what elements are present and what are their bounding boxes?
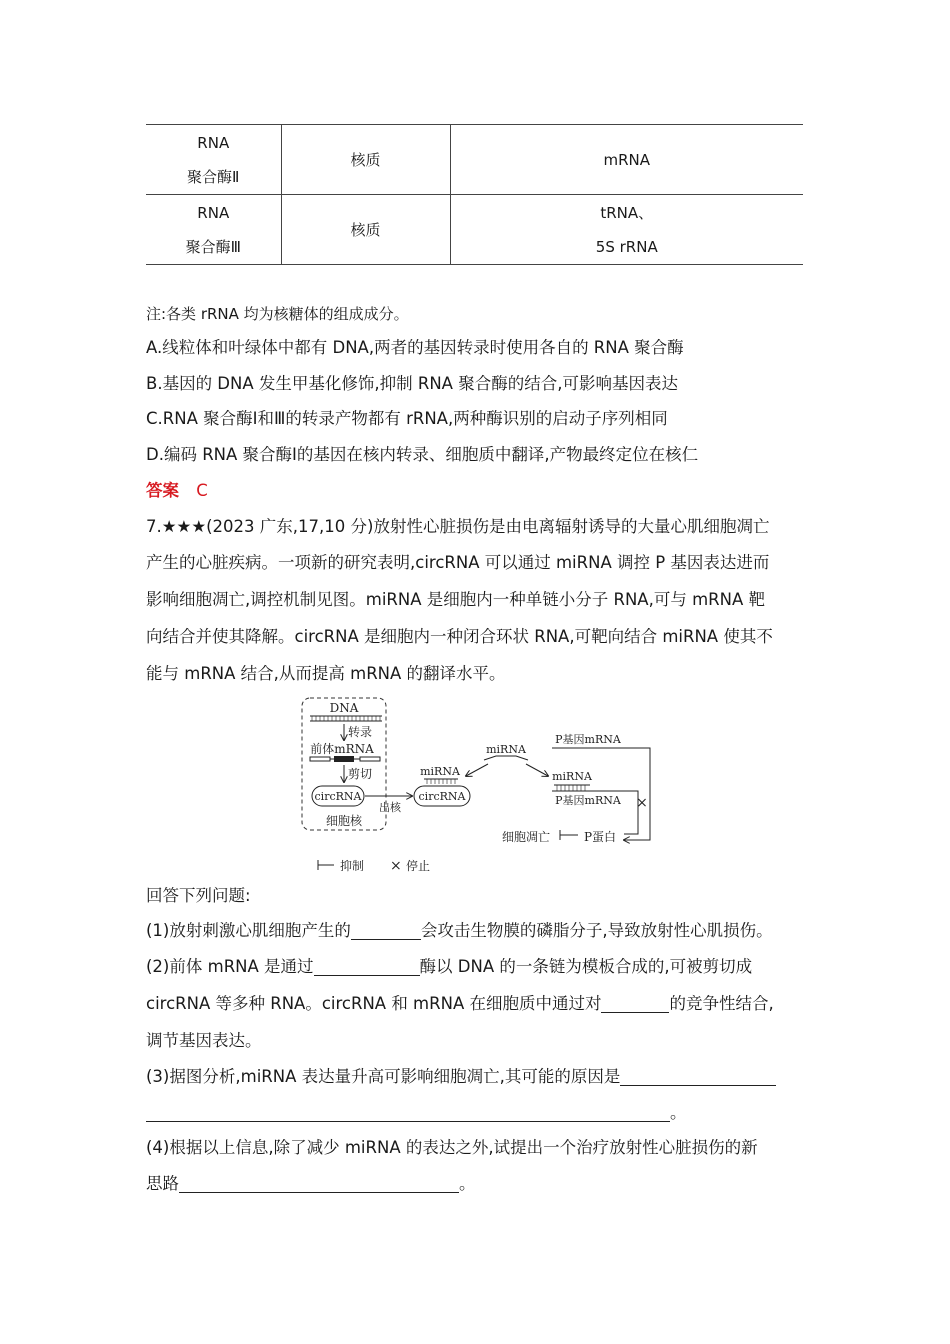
dna-strand xyxy=(310,716,382,721)
enzyme-table xyxy=(146,124,803,265)
product-line1: mRNA xyxy=(603,150,651,169)
q3-line-1 xyxy=(146,1065,776,1089)
mirna-bound-circ xyxy=(424,779,458,784)
option-b: B.基因的 DNA 发生甲基化修饰,抑制 RNA 聚合酶的结合,可影响基因表达 xyxy=(146,374,678,393)
enzyme-cell xyxy=(146,195,281,265)
inhibit-connector xyxy=(560,830,578,840)
q3-end: 。 xyxy=(670,1103,687,1122)
q2-line-3: 调节基因表达。 xyxy=(146,1031,262,1050)
dna-label: DNA xyxy=(329,701,359,715)
translation-arrow xyxy=(624,748,650,840)
q7-line-5: 能与 mRNA 结合,从而提高 mRNA 的翻译水平。 xyxy=(146,664,506,683)
product-line2: 5S rRNA xyxy=(595,237,658,256)
q7-line-1: 7.★★★(2023 广东,17,10 分)放射性心脏损伤是由电离辐射诱导的大量心肌细胞凋亡 xyxy=(146,517,770,536)
p-mrna-free-label: P基因mRNA xyxy=(555,733,621,746)
q2-text-c: circRNA 等多种 RNA。circRNA 和 mRNA 在细胞质中通过对 xyxy=(146,994,602,1013)
q4-blank[interactable] xyxy=(179,1174,459,1193)
questions-intro: 回答下列问题: xyxy=(146,886,251,905)
q1-text-b: 会攻击生物膜的磷脂分子,导致放射性心肌损伤。 xyxy=(420,921,773,940)
option-a: A.线粒体和叶绿体中都有 DNA,两者的基因转录时使用各自的 RNA 聚合酶 xyxy=(146,338,684,357)
nucleus-label: 细胞核 xyxy=(325,814,363,828)
table-note: 注:各类 rRNA 均为核糖体的组成成分。 xyxy=(146,305,409,323)
table-row xyxy=(146,195,803,265)
circrna-cytoplasm-label: circRNA xyxy=(418,790,466,803)
enzyme-name-line2: 聚合酶Ⅱ xyxy=(187,167,240,186)
enzyme-cell xyxy=(146,125,281,195)
q2-text-a: (2)前体 mRNA 是通过 xyxy=(146,957,314,976)
answer-value: C xyxy=(196,481,208,500)
apoptosis-label: 细胞凋亡 xyxy=(501,830,551,844)
q7-line-4: 向结合并使其降解。circRNA 是细胞内一种闭合环状 RNA,可靶向结合 miRNA 使其不 xyxy=(146,627,773,646)
option-c: C.RNA 聚合酶Ⅰ和Ⅲ的转录产物都有 rRNA,两种酶识别的启动子序列相同 xyxy=(146,409,668,428)
cleavage-label: 剪切 xyxy=(348,767,373,781)
product-cell xyxy=(450,125,803,195)
product-cell xyxy=(450,195,803,265)
mirna-to-circ-arrow xyxy=(466,764,488,776)
q3-blank-1[interactable] xyxy=(620,1067,776,1086)
mirna-to-mrna-arrow xyxy=(526,764,548,776)
q7-line-3: 影响细胞凋亡,调控机制见图。miRNA 是细胞内一种单链小分子 RNA,可与 mRNA 靶 xyxy=(146,590,765,609)
q2-line-1 xyxy=(146,955,752,979)
mirna-bound-circ-label: miRNA xyxy=(420,765,460,778)
q4-line-1: (4)根据以上信息,除了减少 miRNA 的表达之外,试提出一个治疗放射性心脏损伤的新 xyxy=(146,1138,758,1157)
regulation-diagram xyxy=(290,690,670,882)
q2-blank-1[interactable] xyxy=(314,957,420,976)
answer-line xyxy=(146,479,208,503)
q4-text-b: 思路 xyxy=(146,1174,179,1193)
q3-blank-2[interactable] xyxy=(146,1103,670,1122)
mirna-mrna-duplex xyxy=(552,785,626,791)
q4-end: 。 xyxy=(459,1174,476,1193)
enzyme-name-line2: 聚合酶Ⅲ xyxy=(185,237,241,256)
p-mrna-bound-label: P基因mRNA xyxy=(555,794,621,807)
mirna-bound-mrna-label: miRNA xyxy=(552,770,592,783)
q2-blank-2[interactable] xyxy=(601,994,669,1013)
q1-text-a: (1)放射刺激心肌细胞产生的 xyxy=(146,921,351,940)
table-row xyxy=(146,125,803,195)
p-protein-label: P蛋白 xyxy=(583,830,617,844)
free-mirna-label: miRNA xyxy=(486,743,526,756)
legend-inhibit-label: 抑制 xyxy=(340,859,365,873)
legend-inhibit-symbol xyxy=(318,860,334,870)
answer-label: 答案 xyxy=(146,481,179,500)
q3-text-a: (3)据图分析,miRNA 表达量升高可影响细胞凋亡,其可能的原因是 xyxy=(146,1067,621,1086)
transcription-label: 转录 xyxy=(348,725,373,739)
q1-blank[interactable] xyxy=(351,921,421,940)
q4-line-2 xyxy=(146,1172,476,1196)
export-label: 出核 xyxy=(379,801,401,814)
free-mirna-strand xyxy=(484,756,528,760)
q1-line xyxy=(146,919,773,943)
option-d: D.编码 RNA 聚合酶Ⅰ的基因在核内转录、细胞质中翻译,产物最终定位在核仁 xyxy=(146,445,699,464)
q7-line-2: 产生的心脏疾病。一项新的研究表明,circRNA 可以通过 miRNA 调控 P 基因表达进而 xyxy=(146,553,770,572)
q2-text-b: 酶以 DNA 的一条链为模板合成的,可被剪切成 xyxy=(419,957,753,976)
legend-stop-symbol: × xyxy=(390,858,402,874)
q3-line-2 xyxy=(146,1101,687,1125)
location-cell: 核质 xyxy=(281,125,450,195)
stop-mark: × xyxy=(636,795,648,811)
enzyme-name-line1: RNA xyxy=(197,203,230,222)
legend-stop-label: 停止 xyxy=(406,859,431,873)
pre-mrna-label: 前体mRNA xyxy=(310,742,374,756)
location-cell: 核质 xyxy=(281,195,450,265)
pre-mrna-strand xyxy=(310,756,380,762)
q2-text-d: 的竞争性结合, xyxy=(669,994,774,1013)
product-line1: tRNA、 xyxy=(600,203,654,222)
q2-line-2 xyxy=(146,992,774,1016)
enzyme-name-line1: RNA xyxy=(197,133,230,152)
circrna-nucleus-label: circRNA xyxy=(314,790,362,803)
